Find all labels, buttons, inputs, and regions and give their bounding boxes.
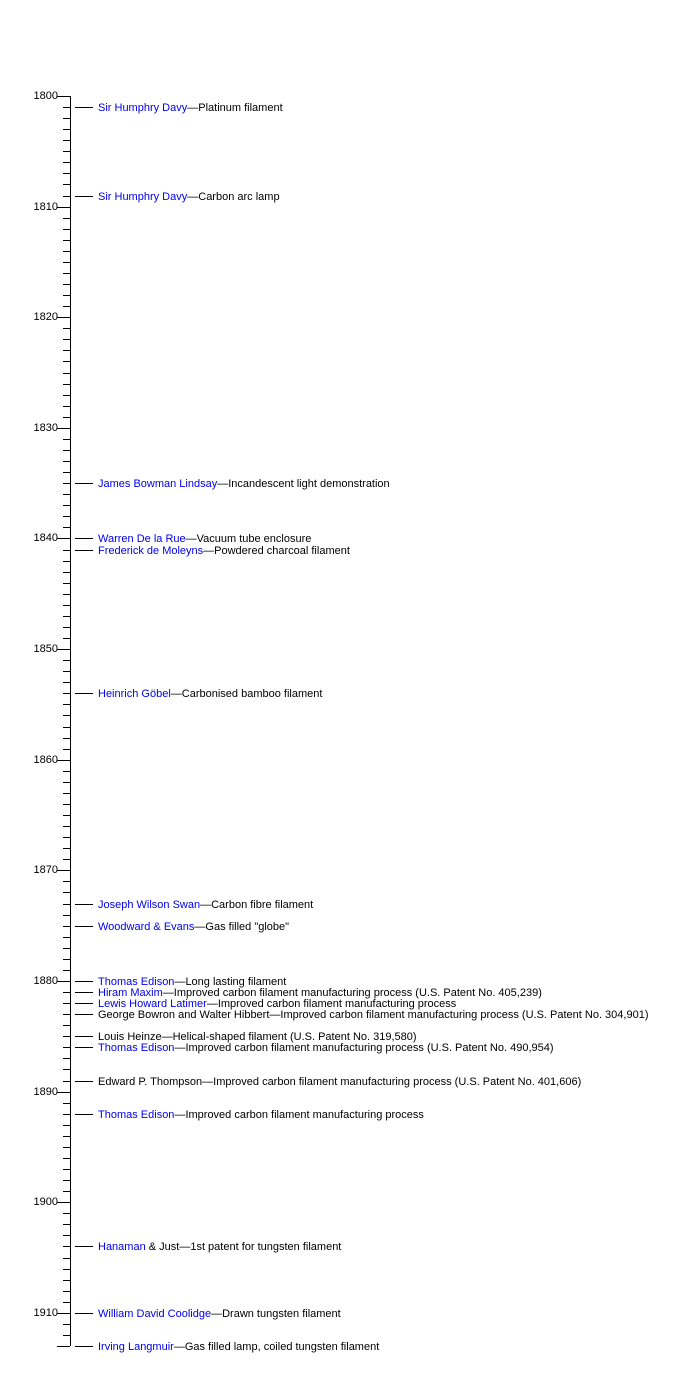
axis-minor-tick (63, 693, 70, 694)
axis-minor-tick (63, 727, 70, 728)
event-separator-dash: — (203, 545, 215, 557)
event-description: Platinum filament (198, 102, 283, 114)
event-marker-line (75, 981, 93, 982)
axis-minor-tick (63, 715, 70, 716)
axis-minor-tick (63, 1258, 70, 1259)
event-label (98, 1009, 648, 1021)
axis-major-tick (57, 96, 70, 97)
event-description: Gas filled lamp, coiled tungsten filament (184, 1341, 380, 1353)
axis-minor-tick (63, 505, 70, 506)
event-label (98, 688, 322, 700)
axis-minor-tick (63, 450, 70, 451)
axis-minor-tick (63, 1191, 70, 1192)
event-name-link[interactable]: Irving Langmuir (98, 1341, 174, 1353)
event-name-link[interactable]: Sir Humphry Davy (98, 191, 188, 203)
event-marker-line (75, 107, 93, 108)
event-name-link[interactable]: Sir Humphry Davy (98, 102, 188, 114)
axis-minor-tick (63, 738, 70, 739)
axis-minor-tick (63, 395, 70, 396)
event-marker-line (75, 1313, 93, 1314)
axis-minor-tick (63, 295, 70, 296)
event-marker-line (75, 992, 93, 993)
axis-minor-tick (63, 1136, 70, 1137)
event-marker-line (75, 904, 93, 905)
axis-minor-tick (63, 350, 70, 351)
event-marker-line (75, 1346, 93, 1347)
event-label (98, 191, 280, 203)
axis-minor-tick (63, 1025, 70, 1026)
event-label (98, 102, 283, 114)
event-name-link[interactable]: Warren De la Rue (98, 533, 186, 545)
event-name-link[interactable]: Hiram Maxim (98, 987, 163, 999)
axis-minor-tick (63, 859, 70, 860)
event-marker-line (75, 196, 93, 197)
event-marker-line (75, 1036, 93, 1037)
axis-minor-tick (63, 1014, 70, 1015)
event-label (98, 1308, 341, 1320)
event-separator-dash: — (269, 1009, 281, 1021)
axis-minor-tick (63, 1302, 70, 1303)
event-separator-dash: — (202, 1076, 214, 1088)
axis-minor-tick (63, 826, 70, 827)
event-marker-line (75, 926, 93, 927)
axis-minor-tick (63, 1213, 70, 1214)
axis-major-tick (57, 538, 70, 539)
axis-minor-tick (63, 892, 70, 893)
axis-minor-tick (63, 516, 70, 517)
axis-minor-tick (63, 262, 70, 263)
axis-minor-tick (63, 881, 70, 882)
event-marker-line (75, 1081, 93, 1082)
axis-major-tick (57, 1202, 70, 1203)
event-separator-dash: — (211, 1308, 223, 1320)
event-description: Improved carbon filament manufacturing process (U.S. Patent No. 304,901) (280, 1009, 649, 1021)
event-name-suffix: & Just (145, 1241, 180, 1253)
event-description: Improved carbon filament manufacturing process (U.S. Patent No. 401,606) (213, 1076, 582, 1088)
axis-minor-tick (63, 151, 70, 152)
event-marker-line (75, 1246, 93, 1247)
axis-tick-label: 1800 (33, 90, 58, 102)
axis-minor-tick (63, 472, 70, 473)
event-label (98, 478, 390, 490)
axis-minor-tick (63, 196, 70, 197)
axis-minor-tick (63, 1103, 70, 1104)
axis-minor-tick (63, 1180, 70, 1181)
axis-minor-tick (63, 1003, 70, 1004)
axis-minor-tick (63, 682, 70, 683)
axis-minor-tick (63, 1335, 70, 1336)
event-name: George Bowron and Walter Hibbert (98, 1009, 270, 1021)
axis-tick-label: 1880 (33, 974, 58, 987)
axis-tick-label: 1860 (33, 753, 58, 766)
event-name: Edward P. Thompson (98, 1076, 203, 1088)
event-separator-dash: — (194, 921, 206, 933)
event-name-link[interactable]: Frederick de Moleyns (98, 545, 204, 557)
event-name-link[interactable]: Joseph Wilson Swan (98, 899, 201, 911)
event-marker-line (75, 538, 93, 539)
axis-minor-tick (63, 439, 70, 440)
axis-minor-tick (63, 251, 70, 252)
event-separator-dash: — (174, 976, 186, 988)
event-marker-line (75, 693, 93, 694)
axis-major-tick (57, 870, 70, 871)
axis-tick-label: 1900 (33, 1196, 58, 1209)
event-label (98, 1042, 554, 1054)
axis-minor-tick (63, 184, 70, 185)
axis-tick-label: 1890 (33, 1085, 58, 1098)
axis-minor-tick (63, 704, 70, 705)
axis-minor-tick (63, 904, 70, 905)
axis-minor-tick (63, 815, 70, 816)
event-separator-dash: — (185, 533, 197, 545)
axis-minor-tick (63, 1058, 70, 1059)
event-separator-dash: — (161, 1031, 173, 1043)
axis-minor-tick (63, 572, 70, 573)
event-name-link[interactable]: James Bowman Lindsay (98, 478, 218, 490)
axis-minor-tick (63, 959, 70, 960)
axis-minor-tick (63, 561, 70, 562)
event-name: Louis Heinze (98, 1031, 162, 1043)
axis-minor-tick (63, 594, 70, 595)
axis-minor-tick (63, 107, 70, 108)
axis-tick-label: 1870 (33, 864, 58, 877)
axis-major-tick (57, 317, 70, 318)
axis-major-tick (57, 1313, 70, 1314)
axis-major-tick (57, 1092, 70, 1093)
axis-minor-tick (63, 1147, 70, 1148)
axis-minor-tick (63, 605, 70, 606)
event-description: Improved carbon filament manufacturing process (217, 998, 457, 1010)
axis-minor-tick (63, 483, 70, 484)
axis-minor-tick (63, 970, 70, 971)
axis-minor-tick (63, 804, 70, 805)
axis-minor-tick (63, 1280, 70, 1281)
axis-major-tick (57, 1346, 70, 1347)
axis-minor-tick (63, 1047, 70, 1048)
axis-minor-tick (63, 240, 70, 241)
event-separator-dash: — (217, 478, 229, 490)
event-description: 1st patent for tungsten filament (190, 1241, 342, 1253)
axis-minor-tick (63, 406, 70, 407)
axis-minor-tick (63, 1036, 70, 1037)
event-separator-dash: — (187, 191, 199, 203)
event-description: Vacuum tube enclosure (196, 533, 312, 545)
axis-minor-tick (63, 1081, 70, 1082)
event-separator-dash: — (162, 987, 174, 999)
axis-minor-tick (63, 273, 70, 274)
axis-minor-tick (63, 837, 70, 838)
event-label (98, 921, 289, 933)
event-marker-line (75, 1014, 93, 1015)
axis-tick-label: 1850 (33, 643, 58, 656)
axis-minor-tick (63, 660, 70, 661)
year-axis-line (70, 96, 71, 1346)
axis-tick-label: 1810 (33, 200, 58, 213)
axis-minor-tick (63, 229, 70, 230)
axis-minor-tick (63, 782, 70, 783)
axis-minor-tick (63, 1324, 70, 1325)
axis-minor-tick (63, 771, 70, 772)
axis-minor-tick (63, 118, 70, 119)
axis-minor-tick (63, 1224, 70, 1225)
axis-minor-tick (63, 218, 70, 219)
axis-minor-tick (63, 339, 70, 340)
axis-minor-tick (63, 749, 70, 750)
event-label (98, 1076, 581, 1088)
axis-minor-tick (63, 361, 70, 362)
axis-tick-label: 1910 (33, 1306, 58, 1319)
event-name-link[interactable]: Thomas Edison (98, 976, 175, 988)
axis-tick-label: 1840 (33, 532, 58, 545)
event-marker-line (75, 483, 93, 484)
event-label (98, 1109, 424, 1121)
event-marker-line (75, 1114, 93, 1115)
axis-minor-tick (63, 627, 70, 628)
axis-minor-tick (63, 162, 70, 163)
event-label (98, 533, 311, 545)
event-description: Gas filled "globe" (205, 921, 290, 933)
axis-minor-tick (63, 527, 70, 528)
event-name-link[interactable]: Thomas Edison (98, 1042, 175, 1054)
axis-tick-label: 1830 (33, 421, 58, 434)
event-label (98, 1241, 341, 1253)
axis-major-tick (57, 649, 70, 650)
axis-major-tick (57, 428, 70, 429)
axis-minor-tick (63, 140, 70, 141)
event-description: Improved carbon filament manufacturing process (185, 1109, 424, 1121)
axis-minor-tick (63, 328, 70, 329)
event-name-link[interactable]: Thomas Edison (98, 1109, 175, 1121)
event-separator-dash: — (173, 1341, 185, 1353)
event-separator-dash: — (187, 102, 199, 114)
axis-minor-tick (63, 1235, 70, 1236)
event-description: Drawn tungsten filament (222, 1308, 341, 1320)
event-separator-dash: — (170, 688, 182, 700)
axis-minor-tick (63, 284, 70, 285)
axis-minor-tick (63, 638, 70, 639)
axis-minor-tick (63, 616, 70, 617)
event-description: Powdered charcoal filament (214, 545, 350, 557)
axis-minor-tick (63, 926, 70, 927)
event-marker-line (75, 550, 93, 551)
axis-minor-tick (63, 915, 70, 916)
axis-minor-tick (63, 461, 70, 462)
event-separator-dash: — (206, 998, 218, 1010)
axis-major-tick (57, 207, 70, 208)
axis-minor-tick (63, 848, 70, 849)
event-description: Long lasting filament (185, 976, 287, 988)
axis-minor-tick (63, 583, 70, 584)
event-separator-dash: — (200, 899, 212, 911)
event-name-link[interactable]: Heinrich Göbel (98, 688, 171, 700)
axis-minor-tick (63, 671, 70, 672)
axis-minor-tick (63, 417, 70, 418)
event-separator-dash: — (179, 1241, 191, 1253)
axis-minor-tick (63, 384, 70, 385)
axis-minor-tick (63, 1158, 70, 1159)
axis-major-tick (57, 760, 70, 761)
axis-minor-tick (63, 550, 70, 551)
event-label (98, 545, 350, 557)
axis-minor-tick (63, 494, 70, 495)
axis-minor-tick (63, 1269, 70, 1270)
event-description: Carbon fibre filament (211, 899, 314, 911)
axis-major-tick (57, 981, 70, 982)
axis-minor-tick (63, 1169, 70, 1170)
axis-minor-tick (63, 1069, 70, 1070)
axis-minor-tick (63, 793, 70, 794)
event-description: Helical-shaped filament (U.S. Patent No. 319,580) (172, 1031, 417, 1043)
axis-minor-tick (63, 306, 70, 307)
axis-minor-tick (63, 948, 70, 949)
event-name-link[interactable]: Lewis Howard Latimer (98, 998, 207, 1010)
axis-minor-tick (63, 373, 70, 374)
event-description: Improved carbon filament manufacturing process (U.S. Patent No. 490,954) (185, 1042, 554, 1054)
event-marker-line (75, 1003, 93, 1004)
axis-minor-tick (63, 129, 70, 130)
axis-tick-label: 1820 (33, 311, 58, 324)
event-marker-line (75, 1047, 93, 1048)
event-separator-dash: — (174, 1109, 186, 1121)
event-description: Carbon arc lamp (198, 191, 280, 203)
event-label (98, 1341, 379, 1353)
event-description: Improved carbon filament manufacturing process (U.S. Patent No. 405,239) (173, 987, 542, 999)
axis-minor-tick (63, 992, 70, 993)
event-description: Incandescent light demonstration (228, 478, 390, 490)
axis-minor-tick (63, 173, 70, 174)
axis-minor-tick (63, 1125, 70, 1126)
axis-minor-tick (63, 1114, 70, 1115)
event-name-link[interactable]: Hanaman (98, 1241, 146, 1253)
event-name-link[interactable]: Woodward & Evans (98, 921, 195, 933)
event-separator-dash: — (174, 1042, 186, 1054)
axis-minor-tick (63, 1246, 70, 1247)
event-label (98, 899, 313, 911)
axis-minor-tick (63, 937, 70, 938)
axis-minor-tick (63, 1291, 70, 1292)
event-name-link[interactable]: William David Coolidge (98, 1308, 212, 1320)
event-description: Carbonised bamboo filament (181, 688, 323, 700)
